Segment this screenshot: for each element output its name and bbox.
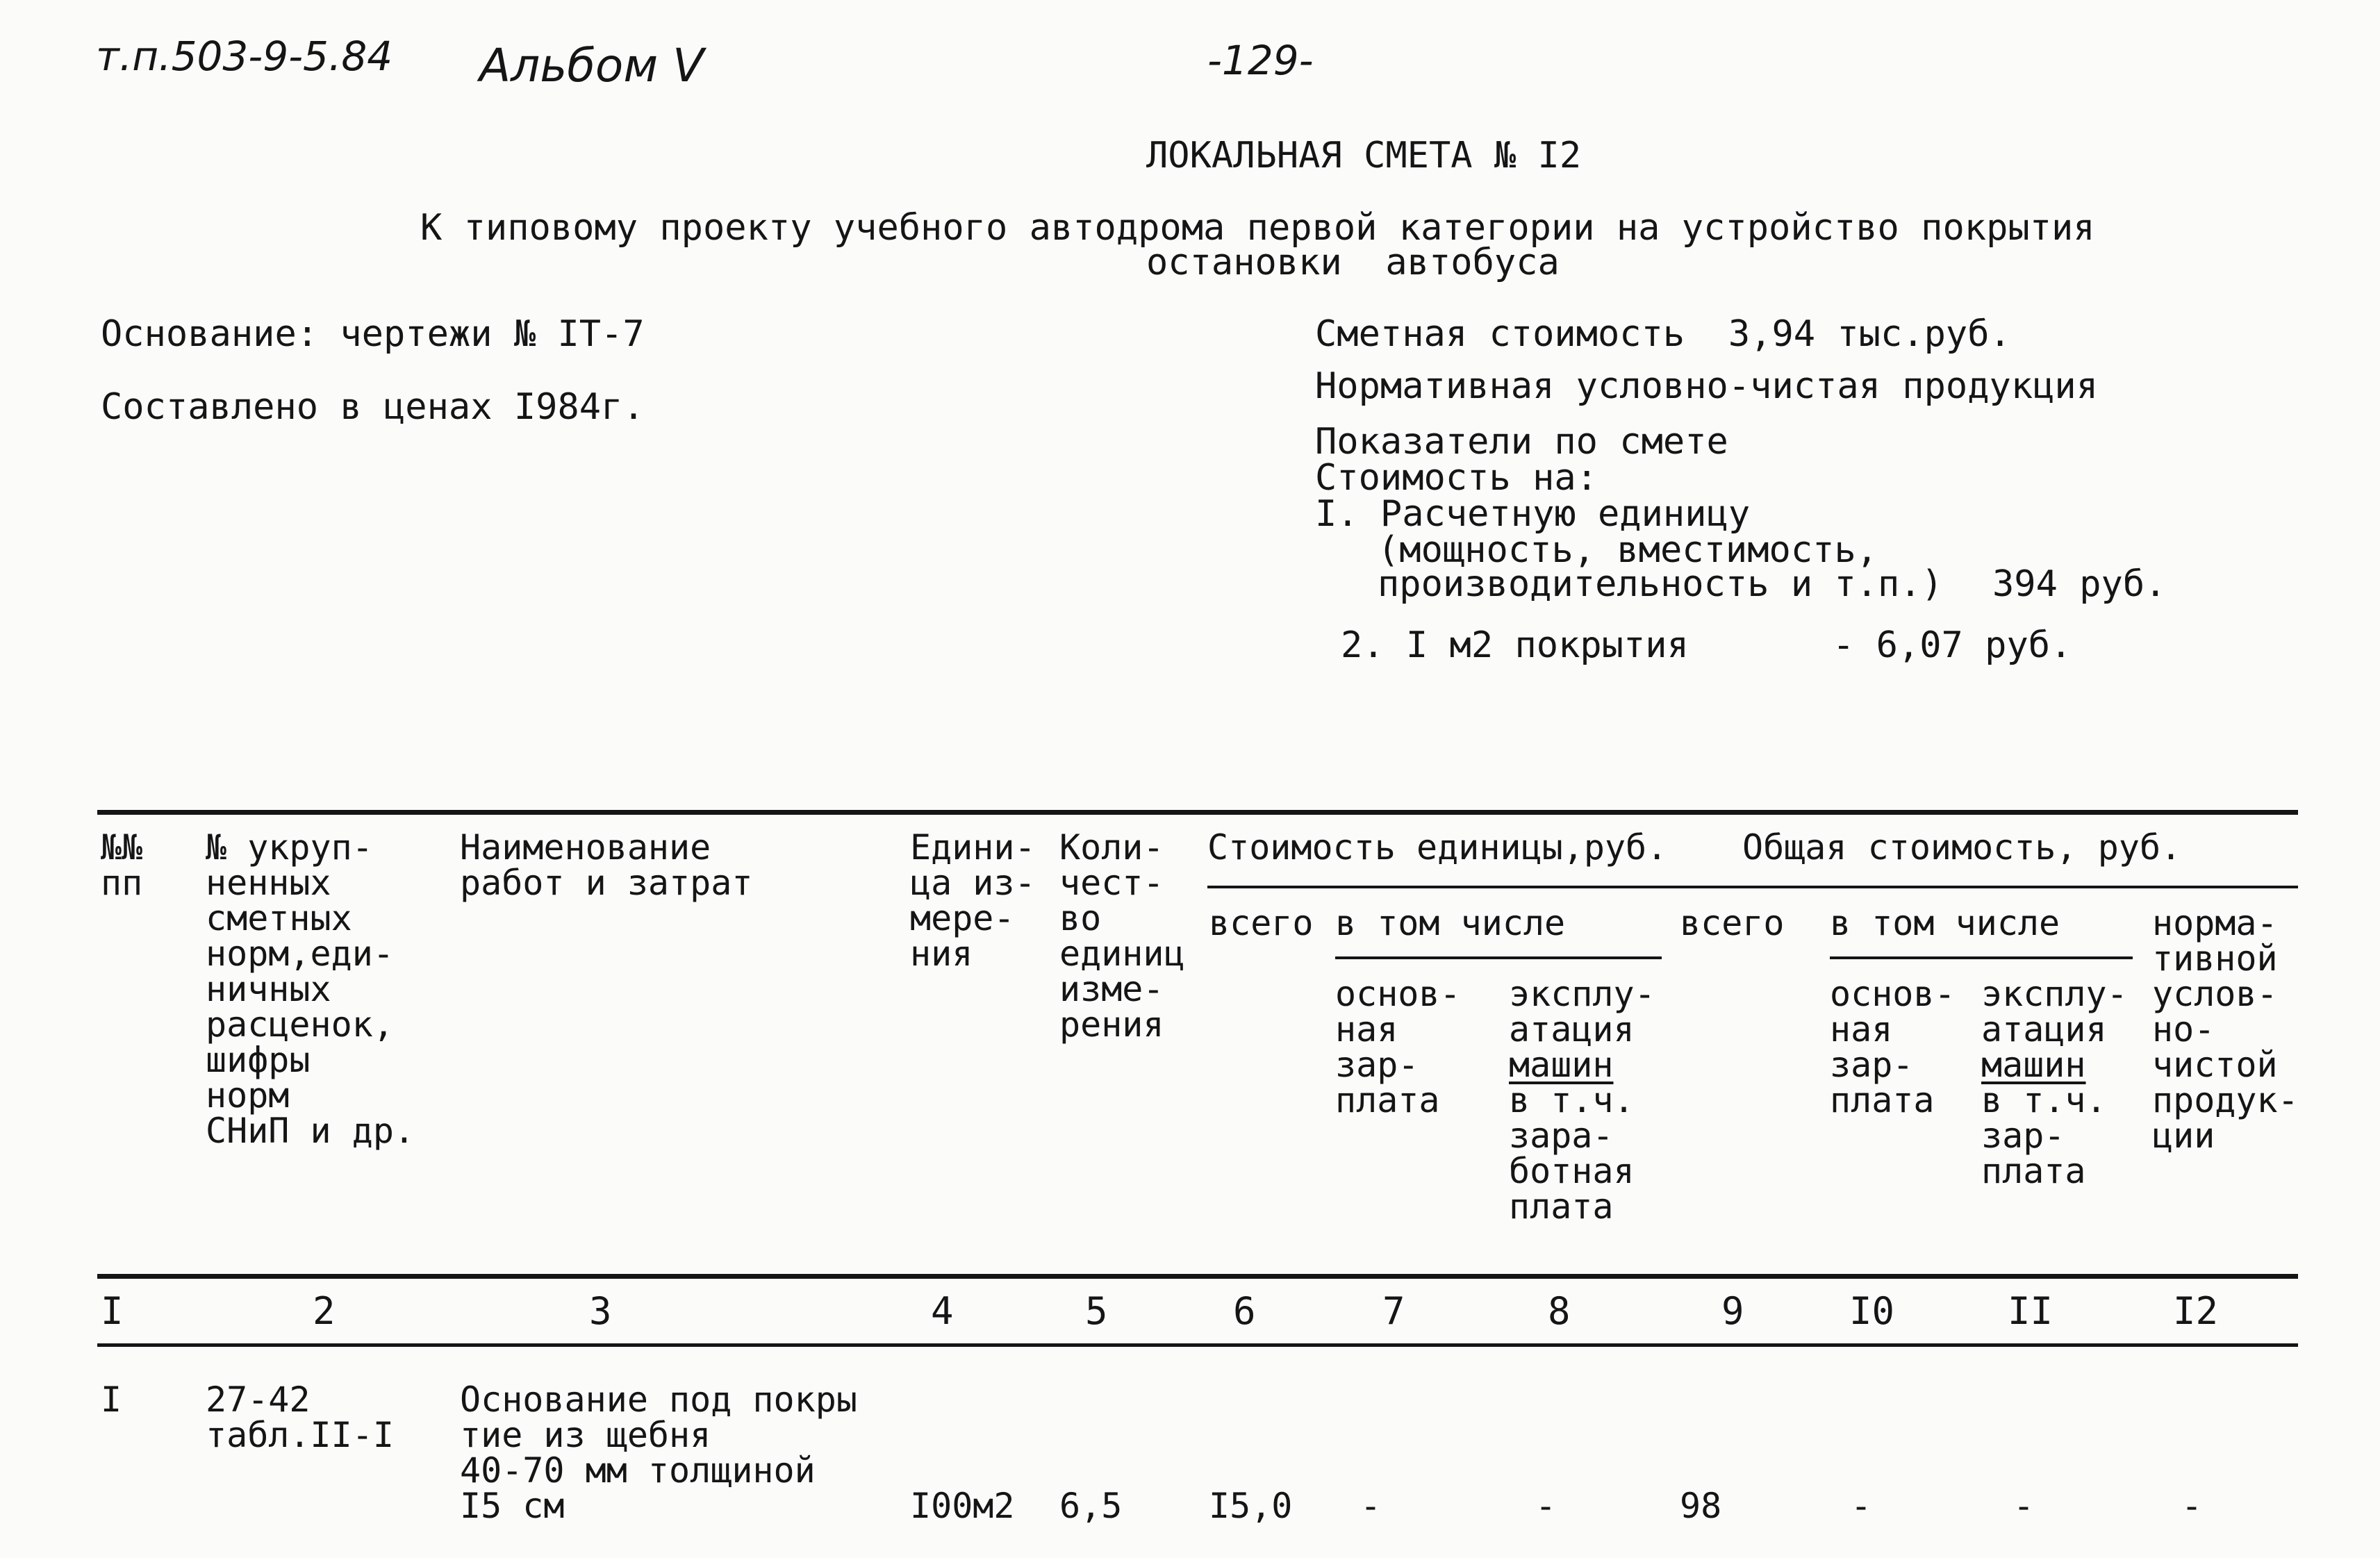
indicator-item-2-value: - 6,07 руб.: [1833, 624, 2072, 666]
row-unit: I00м2: [910, 1486, 1015, 1526]
col-header-unit-incl: в том числе: [1335, 903, 1566, 943]
column-number-9: 9: [1721, 1289, 1744, 1333]
col-header-total-machines-bottom: в т.ч. зар- плата: [1981, 1080, 2107, 1191]
col-header-unit: Едини- ца из- мере- ния: [910, 827, 1036, 974]
col-header-normative: норма- тивной услов- но- чистой продук- ции: [2152, 903, 2299, 1156]
prices-text: Составлено в ценах I984г.: [101, 386, 645, 428]
col-header-unit-wage: основ- ная зар- плата: [1335, 974, 1461, 1120]
column-number-8: 8: [1548, 1289, 1571, 1333]
col-header-total-machines: [1981, 974, 2128, 1191]
col-header-number: №№ пп: [101, 827, 143, 903]
indicator-item-1-detail: (мощность, вместимость,: [1378, 529, 1878, 571]
row-norm-code: 27-42 табл.II-I: [206, 1379, 394, 1455]
total-incl-rule: [1830, 956, 2133, 959]
row-unit-total: I5,0: [1209, 1486, 1293, 1526]
col-header-unit-total: всего: [1209, 903, 1314, 943]
group-header-total-cost: Общая стоимость, руб.: [1742, 827, 2182, 868]
row-unit-wage: -: [1360, 1486, 1382, 1526]
row-number: I: [101, 1379, 122, 1420]
row-total-machines: -: [2013, 1486, 2035, 1526]
row-total: 98: [1680, 1486, 1722, 1526]
group-header-rule: [1207, 886, 2298, 888]
column-number-7: 7: [1382, 1289, 1405, 1333]
col-header-unit-machines-bottom: в т.ч. зара- ботная плата: [1509, 1080, 1635, 1227]
row-normative: -: [2181, 1486, 2203, 1526]
estimated-cost: Сметная стоимость 3,94 тыс.руб.: [1315, 313, 2011, 355]
col-header-total: всего: [1680, 903, 1785, 943]
column-number-6: 6: [1233, 1289, 1256, 1333]
col-header-total-machines-underlined: машин: [1981, 1045, 2086, 1085]
document-code: т.п.503-9-5.84: [96, 33, 393, 80]
col-header-work-name: Наименование работ и затрат: [460, 827, 753, 903]
col-header-unit-machines: [1509, 974, 1655, 1227]
column-number-2: 2: [313, 1289, 336, 1333]
column-number-10: I0: [1849, 1289, 1895, 1333]
row-unit-machines: -: [1535, 1486, 1557, 1526]
column-number-1: I: [101, 1289, 124, 1333]
column-number-5: 5: [1085, 1289, 1108, 1333]
col-header-total-machines-top: эксплу- атация: [1981, 974, 2128, 1050]
indicator-item-1-detail-2: производительность и т.п.): [1378, 563, 1943, 605]
unit-incl-rule: [1335, 956, 1662, 959]
album-label: Альбом V: [479, 39, 704, 92]
estimate-heading: ЛОКАЛЬНАЯ СМЕТА № I2: [1146, 135, 1582, 176]
col-header-total-wage: основ- ная зар- плата: [1830, 974, 1956, 1120]
column-number-11: II: [2008, 1289, 2053, 1333]
col-header-unit-machines-underlined: машин: [1509, 1045, 1614, 1085]
column-numbers-rule: [97, 1343, 2298, 1347]
column-number-3: 3: [589, 1289, 612, 1333]
cost-for-label: Стоимость на:: [1315, 457, 1598, 499]
table-top-rule: [97, 810, 2298, 815]
estimate-subtitle-line2: остановки автобуса: [1146, 242, 1560, 283]
group-header-unit-cost: Стоимость единицы,руб.: [1207, 827, 1668, 868]
column-number-12: I2: [2173, 1289, 2219, 1333]
normative-product: Нормативная условно-чистая продукция: [1315, 365, 2099, 407]
basis-text: Основание: чертежи № IТ-7: [101, 313, 645, 355]
row-work-name: Основание под покры тие из щебня 40-70 мм толщиной I5 см: [460, 1379, 857, 1526]
col-header-norm-code: № укруп- ненных сметных норм,еди- ничных расценок, шифры норм СНиП и др.: [206, 827, 415, 1151]
indicators-label: Показатели по смете: [1315, 421, 1728, 463]
indicator-item-2: 2. I м2 покрытия: [1341, 624, 1689, 666]
col-header-quantity: Коли- чест- во единиц изме- рения: [1059, 827, 1185, 1045]
col-header-unit-machines-top: эксплу- атация: [1509, 974, 1655, 1050]
row-total-wage: -: [1851, 1486, 1872, 1526]
column-number-4: 4: [931, 1289, 954, 1333]
row-quantity: 6,5: [1059, 1486, 1123, 1526]
col-header-total-incl: в том числе: [1830, 903, 2060, 943]
indicator-item-1: I. Расчетную единицу: [1315, 493, 1751, 535]
indicator-item-1-value: 394 руб.: [1992, 563, 2167, 605]
page-number: -129-: [1207, 37, 1314, 84]
header-bottom-rule: [97, 1274, 2298, 1279]
estimate-subtitle-line1: К типовому проекту учебного автодрома первой категории на устройство покрытия: [420, 207, 2095, 249]
